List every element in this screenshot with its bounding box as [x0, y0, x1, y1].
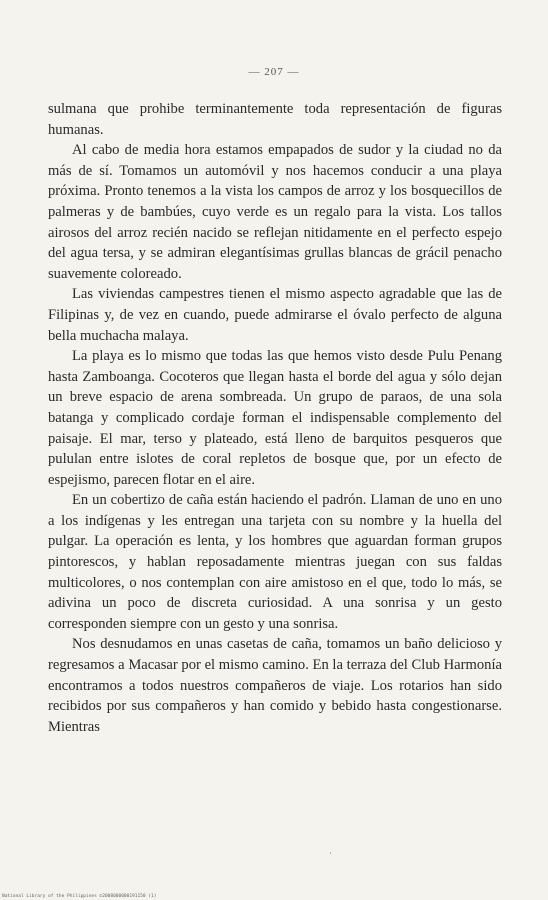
paragraph-5: En un cobertizo de caña están haciendo el padrón. Llaman de uno en uno a los indígenas y les entregan una tarjeta con su nombre y la huella del pulgar. La operación es lenta, y los hombres que aguardan forman grupos pintorescos, y hablan reposadamente mientras juegan con sus faldas multicolores, o nos contemplan con aire amistoso en el que, todo lo más, se adivina un poco de discreta curiosidad. A una sonrisa y un gesto corresponden siempre con un gesto y una sonrisa.	[48, 492, 502, 632]
paragraph-3: Las viviendas campestres tienen el mismo aspecto agradable que las de Filipinas y, de vez en cuando, puede admirarse el óvalo perfecto de alguna bella muchacha malaya.	[48, 286, 502, 344]
scan-footer: National Library of the Philippines ©2008000000191150 (1)	[2, 894, 157, 899]
paragraph-1: sulmana que prohibe terminantemente toda representación de figuras humanas.	[48, 101, 502, 138]
stray-mark: ·	[329, 848, 332, 858]
paragraph-6: Nos desnudamos en unas casetas de caña, tomamos un baño delicioso y regresamos a Macasar por el mismo camino. En la terraza del Club Harmonía encontramos a todos nuestros compañeros de viaje. Los rotarios han sido recibidos por sus compañeros y han comido y bebido hasta congestionarse. Mientras	[48, 636, 502, 735]
paragraph-4: La playa es lo mismo que todas las que hemos visto desde Pulu Penang hasta Zamboanga. Cocoteros que llegan hasta el borde del agua y sólo dejan un breve espacio de arena sombreada. Un grupo de paraos, de una sola batanga y complicado cordaje forman el indispensable complemento del paisaje. El mar, terso y plateado, está lleno de barquitos pesqueros que pululan entre islotes de coral repletos de bosque que, por un efecto de espejismo, parecen flotar en el aire.	[48, 348, 502, 488]
page-number: — 207 —	[248, 66, 300, 78]
paragraph-2: Al cabo de media hora estamos empapados de sudor y la ciudad no da más de sí. Tomamos un automóvil y nos hacemos conducir a una playa próxima. Pronto tenemos a la vista los campos de arroz y los bosquecillos de palmeras y de bambúes, cuyo verde es un regalo para la vista. Los tallos airosos del arroz recién nacido se reflejan nitidamente en el perfecto espejo del agua tersa, y se admiran elegantísimas grullas blancas de grácil penacho suavemente coloreado.	[48, 142, 502, 282]
body-text	[48, 99, 502, 737]
